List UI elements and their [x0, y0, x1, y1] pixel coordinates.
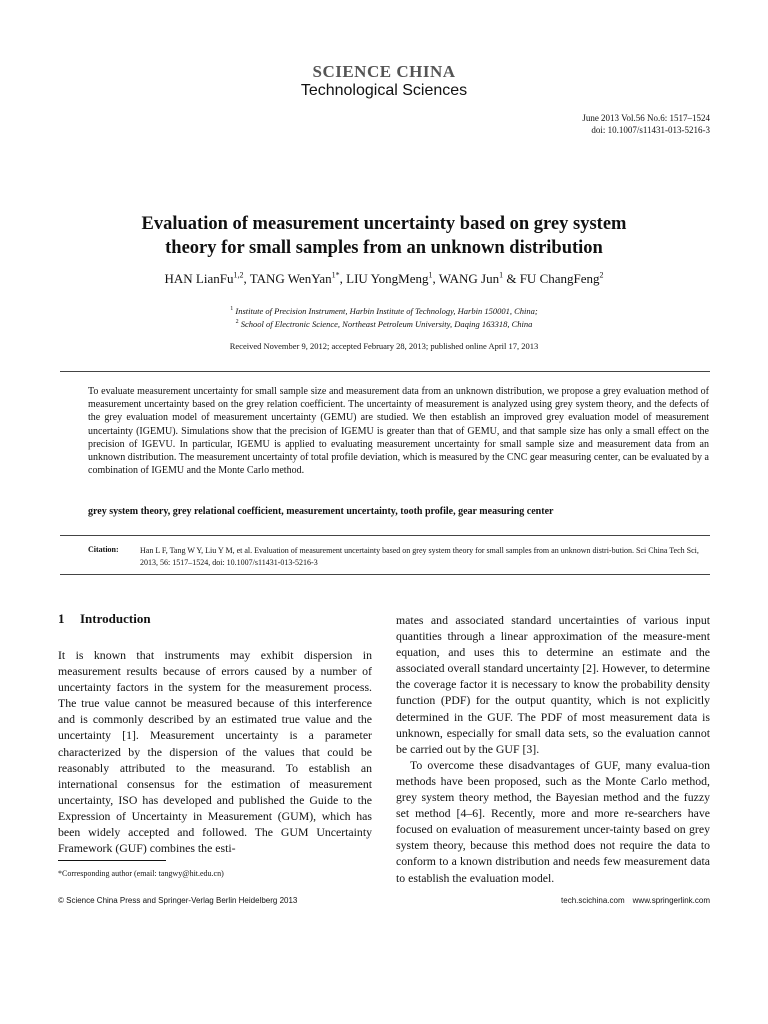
column-left: [58, 647, 372, 856]
article-title: [60, 212, 708, 260]
paragraph: It is known that instruments may exhibit dispersion in measurement results because of errors caused by a number of uncertainty factors in the system for the measurement process. The true value cannot be measured because of this interference and is commonly described by an estimated true value and the uncertainty [1]. Measurement uncertainty is a parameter characterized by the dispersion of the values that could be reasonably attributed to the measurand. To establish an international consensus for the estimation of measurement uncertainty, ISO has developed and published the Guide to the Expression of Uncertainty in Measurement (GUM), which has been widely accepted and followed. The GUM Uncertainty Framework (GUF) combines the esti-: [58, 648, 372, 856]
divider: [60, 574, 710, 575]
received-dates: Received November 9, 2012; accepted February 28, 2013; published online April 17, 2013: [229, 341, 539, 351]
column-right: [396, 612, 710, 886]
author: HAN LianFu$^{1,2}$,: [164, 271, 250, 287]
divider: [60, 371, 710, 372]
author: TANG WenYan$^{1*}$,: [249, 271, 347, 287]
issue-info: June 2013 Vol.56 No.6: 1517–1524: [582, 113, 710, 123]
footer-links: [561, 896, 710, 905]
corresponding-author-footnote: *Corresponding author (email: tangwy@hit.edu.cn): [58, 869, 224, 878]
affiliation-1: $^1$ Institute of Precision Instrument, Harbin Institute of Technology, Harbin 150001, China;: [230, 306, 538, 316]
section-heading: [58, 611, 151, 627]
doi: doi: 10.1007/s11431-013-5216-3: [591, 125, 710, 135]
author-list: [60, 271, 708, 287]
paragraph: mates and associated standard uncertainties of various input quantities through a linear approximation of the measure-ment equation, and uses this to determine an estimate and the associated overall standard uncertainty [2]. However, to determine the coverage factor it is necessary to know the probability density function (PDF) for the output quantity, which is not explicitly determined in the GUF. The PDF of most measurement data is unknown, especially for small data sets, so the evaluation cannot be carried out by the GUF [3].: [396, 613, 710, 756]
affiliation-2: $^2$ School of Electronic Science, Northeast Petroleum University, Daqing 163318, China: [235, 319, 533, 329]
section-title: Introduction: [80, 611, 151, 626]
author: WANG Jun$^1$ &: [438, 271, 520, 287]
journal-link[interactable]: tech.scichina.com: [561, 896, 625, 905]
keywords: grey system theory, grey relational coefficient, measurement uncertainty, tooth profile, gear measuring center: [88, 506, 554, 517]
abstract: To evaluate measurement uncertainty for small sample size and measurement data from an unknown distribution, we propose a grey evaluation method of measurement uncertainty based on the grey relation coefficient. The uncertainty of measurement is analyzed using grey system theory, and the defects of the grey evaluation model of measurement uncertainty (GEMU) are studied. We then establish an improved grey evaluation model of measurement uncertainty (IGEMU). Simulations show that the precision of IGEMU is greater than that of GEMU, and that sample size has only a small effect on the precision of IGEVU. In particular, IGEMU is applied to evaluating measurement uncertainty for small sample size and measurement data from an unknown distribution. The measurement uncertainty of total profile deviation, which is measured by the CNC gear measuring center, can be evaluated by a combination of IGEMU and the Monte Carlo method.: [88, 386, 709, 477]
journal-name: SCIENCE CHINA: [312, 62, 456, 81]
paragraph: To overcome these disadvantages of GUF, many evalua-tion methods have been proposed, such as the Monte Carlo method, grey system theory method, the Bayesian method and the fuzzy set method [4–6]. Recently, more and more re-searchers have focused on evaluation of measurement uncer-tainty based on grey system theory, because this method does not require the data to conform to a known distribution and needs few measurement data to establish the evaluation model.: [396, 757, 710, 885]
author: LIU YongMeng$^1$,: [346, 271, 439, 287]
section-number: 1: [58, 611, 65, 626]
copyright: © Science China Press and Springer-Verlag Berlin Heidelberg 2013: [58, 896, 298, 905]
journal-subtitle: Technological Sciences: [300, 82, 468, 99]
divider: [60, 535, 710, 536]
springer-link[interactable]: www.springerlink.com: [632, 896, 710, 905]
title-line-1: Evaluation of measurement uncertainty based on grey system: [141, 214, 627, 234]
citation-label: Citation:: [88, 545, 119, 554]
citation-text: Han L F, Tang W Y, Liu Y M, et al. Evaluation of measurement uncertainty based on grey system theory for small samples from an unknown distri-bution. Sci China Tech Sci, 2013, 56: 1517–1524, doi: 10.1007/s11431-013-5216-3: [140, 546, 699, 567]
author: FU ChangFeng$^2$: [519, 271, 604, 287]
footnote-rule: [58, 860, 166, 861]
title-line-2: theory for small samples from an unknown distribution: [165, 238, 603, 258]
